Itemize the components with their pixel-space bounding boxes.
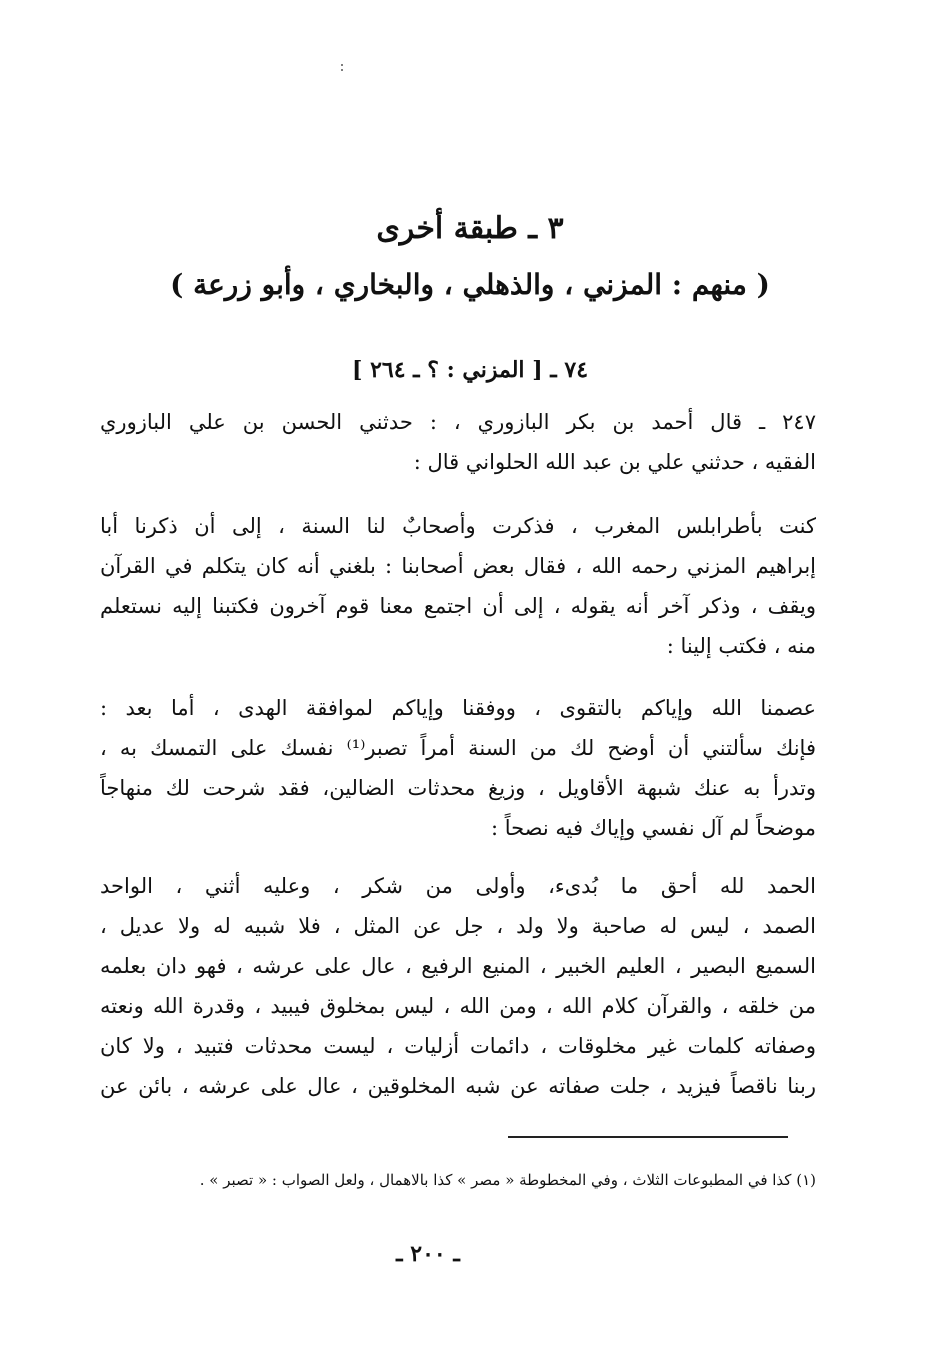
text-line: إبراهيم المزني رحمه الله ، فقال بعض أصحابنا : بلغني أنه كان يتكلم في القرآن: [100, 554, 816, 578]
text-line: السميع البصير ، العليم الخبير ، المنيع الرفيع ، عال على عرشه ، فهو دان بعلمه: [100, 954, 816, 978]
text-line: ربنا ناقصاً فيزيد ، جلت صفاته عن شبه المخلوقين ، عال على عرشه ، بائن عن: [100, 1074, 816, 1098]
text-line: ٢٤٧ ـ قال أحمد بن بكر البازوري ، : حدثني الحسن بن علي البازوري: [100, 410, 816, 434]
text-line: الحمد لله أحق ما بُدىء، وأولى من شكر ، وعليه أثني ، الواحد: [100, 874, 816, 898]
paragraph-creed: [100, 866, 816, 1106]
footnote: (١) كذا في المطبوعات الثلاث ، وفي المخطوطة « مصر » كذا بالاهمال ، ولعل الصواب : « تصبر » .: [199, 1171, 816, 1189]
text-line: عصمنا الله وإياكم بالتقوى ، ووفقنا وإياكم لموافقة الهدى ، أما بعد :: [100, 696, 816, 720]
section-title: ٣ ـ طبقة أخرى: [376, 211, 564, 246]
text-line: وصفاته كلمات غير مخلوقات ، دائمات أزليات ، ليست محدثات فتبيد ، ولا كان: [100, 1034, 816, 1058]
section-subtitle: ( منهم : المزني ، والذهلي ، والبخاري ، وأبو زرعة ): [170, 268, 770, 301]
text-line: فإنك سألتني أن أوضح لك من السنة أمراً تصبر⁽¹⁾ نفسك على التمسك به ،: [100, 736, 816, 760]
paragraph-story: [100, 506, 816, 666]
paragraph-letter-opening: [100, 688, 816, 848]
page-number: ـ ٢٠٠ ـ: [396, 1241, 460, 1267]
text-line: ويقف ، وذكر آخر أنه يقوله ، إلى أن اجتمع معنا قوم آخرون فكتبنا إليه نستعلم: [100, 594, 816, 618]
paragraph-narration-chain: [100, 402, 816, 482]
text-line: كنت بأطرابلس المغرب ، فذكرت وأصحابٌ لنا السنة ، إلى أن ذكرنا أبا: [100, 514, 816, 538]
text-line: الفقيه ، حدثني علي بن عبد الله الحلواني قال :: [413, 450, 816, 474]
footnote-separator: [508, 1136, 788, 1138]
text-line: الصمد ، ليس له صاحبة ولا ولد ، جل عن المثل ، فلا شبيه له ولا عديل ،: [100, 914, 816, 938]
text-line: منه ، فكتب إلينا :: [666, 634, 816, 658]
text-line: موضحاً لم آل نفسي وإياك فيه نصحاً :: [490, 816, 816, 840]
text-line: من خلقه ، والقرآن كلام الله ، ومن الله ، ليس بمخلوق فيبيد ، وقدرة الله ونعته: [100, 994, 816, 1018]
entry-heading: ٧٤ ـ [ المزني : ؟ ـ ٢٦٤ ]: [351, 357, 589, 383]
scan-speck: [340, 64, 343, 78]
text-line: وتدرأ به عنك شبهة الأقاويل ، وزيغ محدثات الضالين، فقد شرحت لك منهاجاً: [100, 776, 816, 800]
